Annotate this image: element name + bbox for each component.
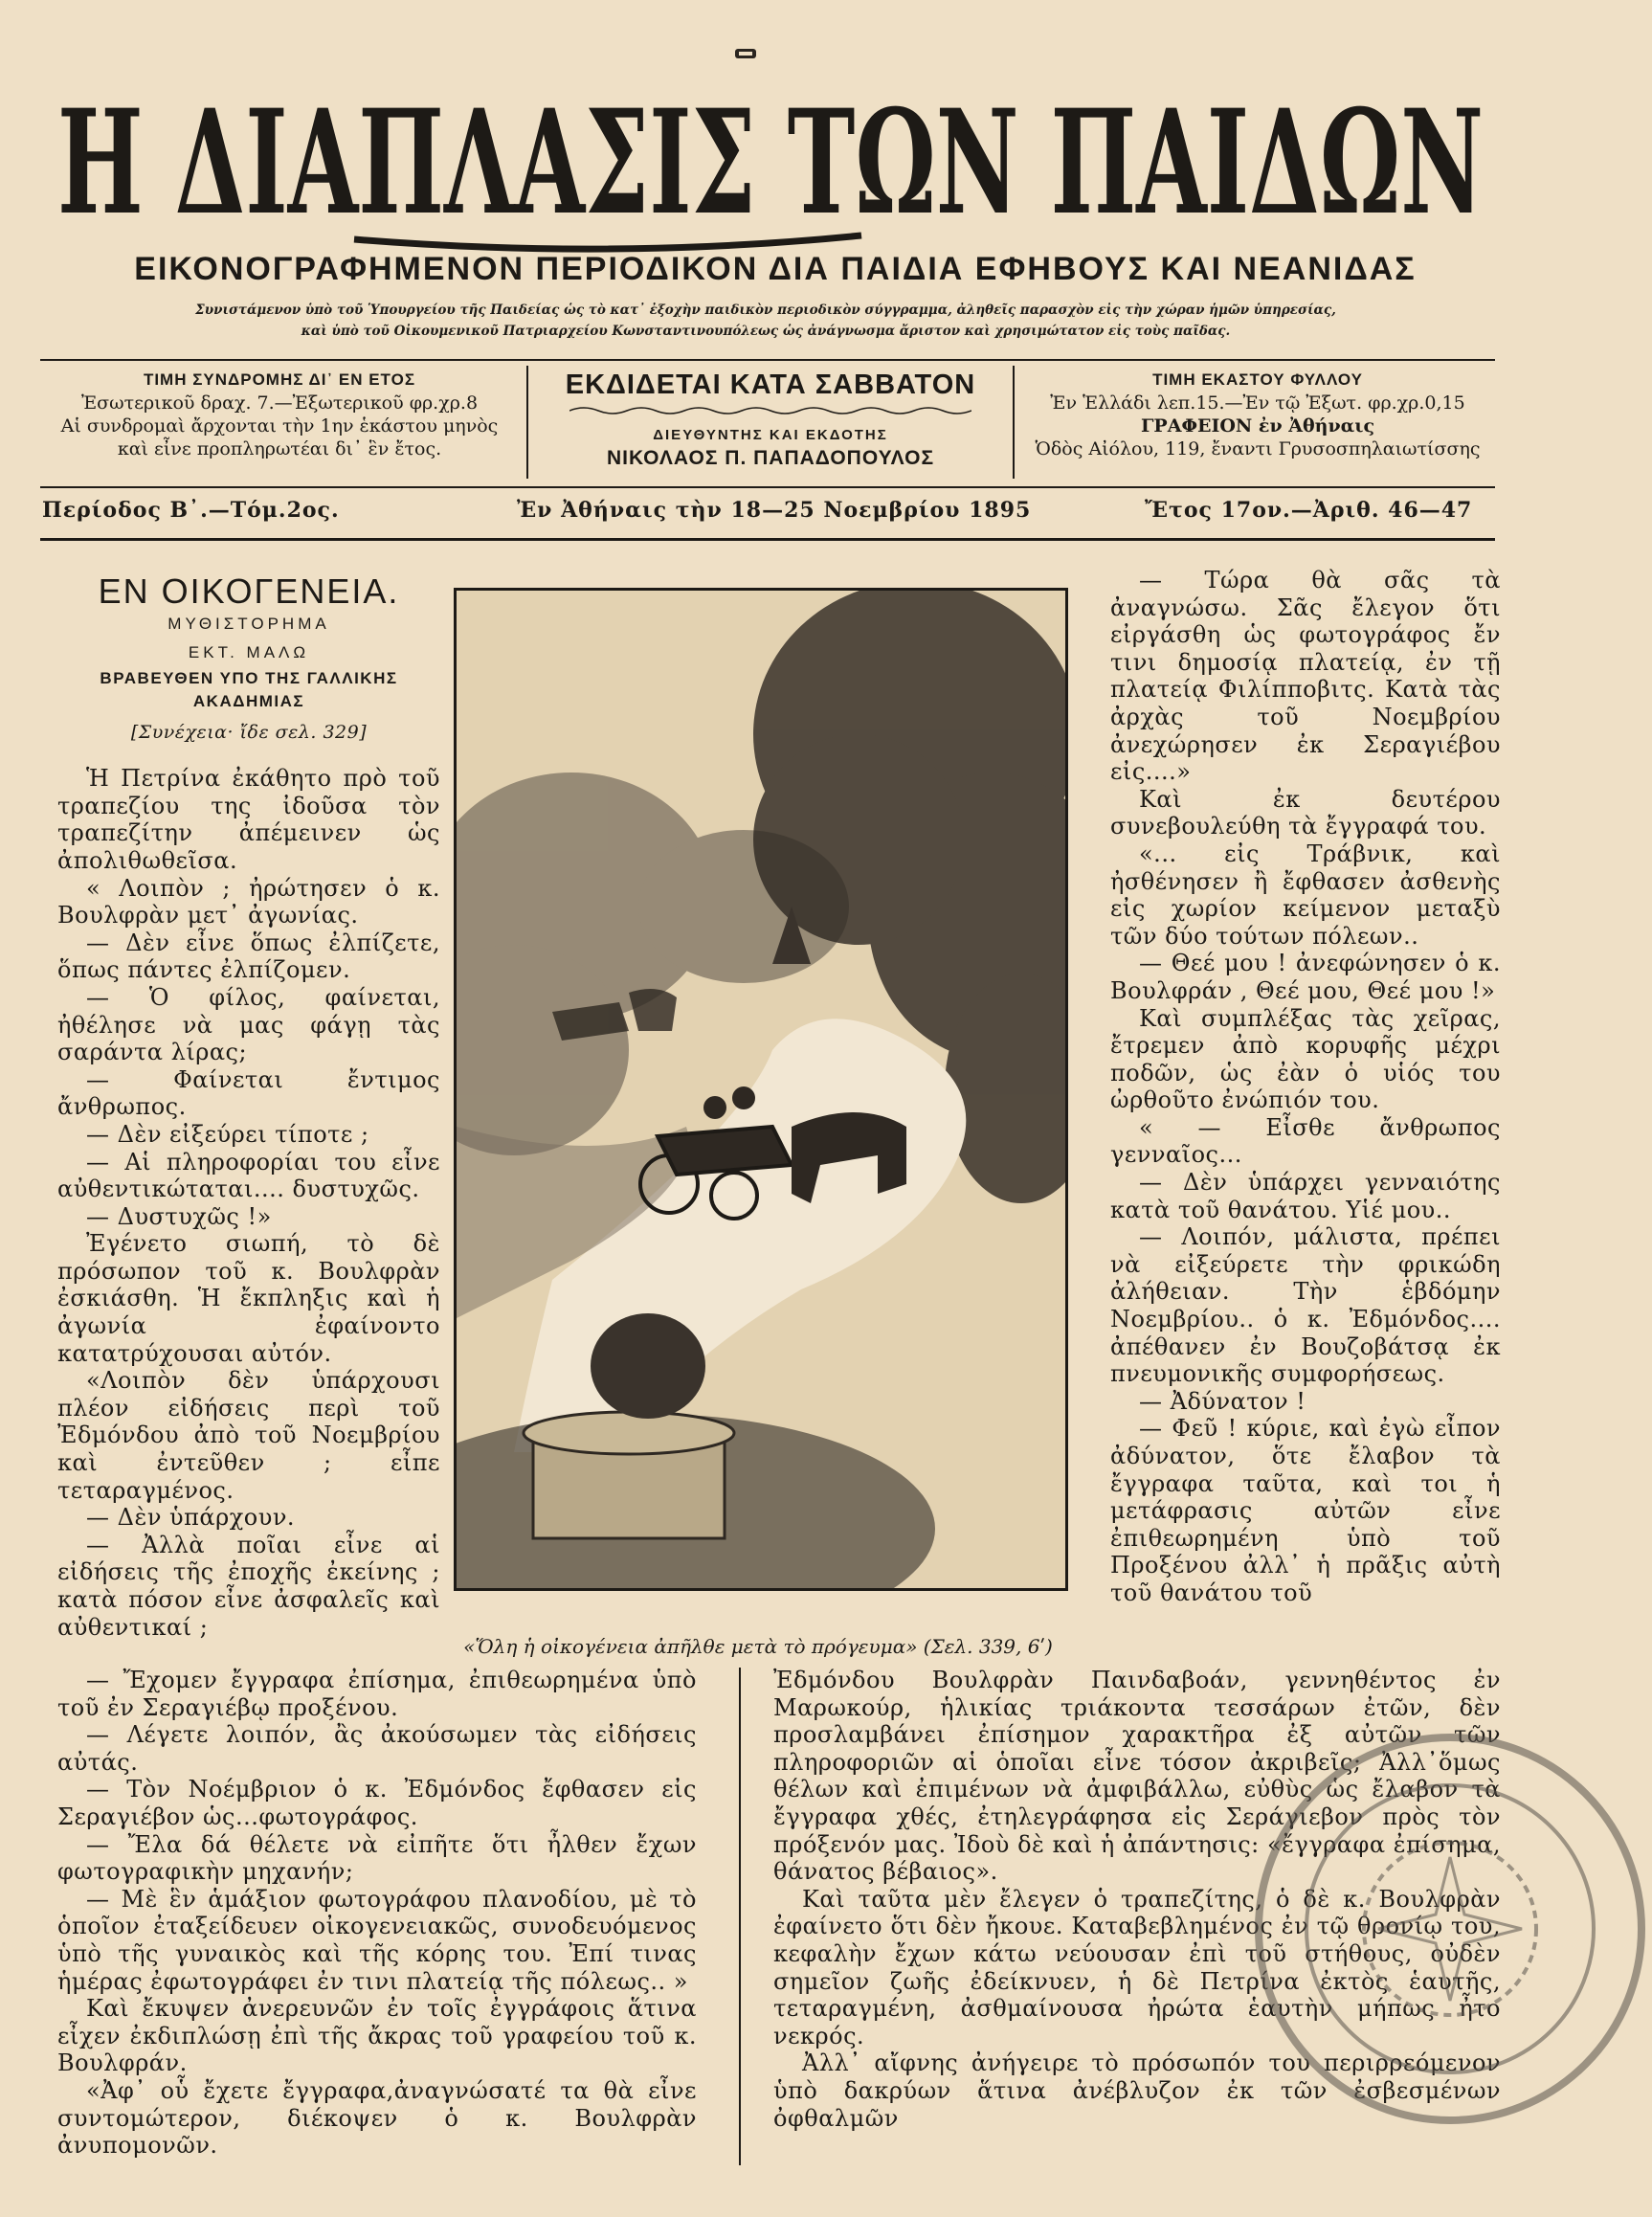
subscription-price: Ἐσωτερικοῦ δραχ. 7.—Ἐξωτερικοῦ φρ.χρ.8 bbox=[80, 392, 479, 414]
story-bottom-left bbox=[57, 1667, 697, 2160]
subscription-heading: ΤΙΜΗ ΣΥΝΔΡΟΜΗΣ ΔΙ᾿ ΕΝ ΕΤΟΣ bbox=[143, 370, 416, 389]
paragraph: — Ἀδύνατον ! bbox=[1139, 1387, 1306, 1415]
publication-schedule: ΕΚΔΙΔΕΤΑΙ ΚΑΤΑ ΣΑΒΒΑΤΟΝ bbox=[565, 370, 976, 400]
paragraph: — Δὲν ὑπάρχουν. bbox=[86, 1504, 296, 1532]
divider bbox=[40, 359, 1495, 361]
story-column-left bbox=[57, 571, 440, 1641]
divider bbox=[1013, 366, 1015, 479]
story-continuation: [Συνέχεια· ἴδε σελ. 329] bbox=[130, 721, 368, 743]
story-award: ΑΚΑΔΗΜΙΑΣ bbox=[192, 691, 305, 710]
paragraph: « Λοιπὸν ; ἠρώτησεν ὁ κ. Βουλφρὰν μετ᾿ ἀγωνίας. bbox=[57, 874, 440, 929]
paragraph: «Λοιπὸν δὲν ὑπάρχουσι πλέον εἰδήσεις περὶ τοῦ Ἐδμόνδου ἀπὸ τοῦ Νοεμβρίου καὶ ἐντεῦθεν ; εἶπε τεταραγμένος. bbox=[57, 1367, 440, 1504]
paragraph: — Ἔχομεν ἔγγραφα ἐπίσημα, ἐπιθεωρημένα ὑπὸ τοῦ ἐν Σεραγιέβῳ προξένου. bbox=[57, 1667, 697, 1721]
paragraph: «Ἀφ᾿ οὗ ἔχετε ἔγγραφα,ἀναγνώσατέ τα θὰ εἶνε συντομώτερον, διέκοψεν ὁ κ. Βουλφρὰν ἀνυπομονῶν. bbox=[57, 2076, 697, 2160]
paragraph: Καὶ ταῦτα μὲν ἔλεγεν ὁ τραπεζίτης, ὁ δὲ κ. Βουλφρὰν ἐφαίνετο ὅτι δὲν ἤκουε. Καταβεβλημένος ἐν τῷ θρονίῳ του, κεφαλὴν ἔχων κάτω νεύουσαν ἐπὶ τοῦ στήθους, οὐδὲν σημεῖον ζωῆς ἐδείκνυεν, ἡ δὲ Πετρίνα ἐκτὸς ἑαυτῆς, τεταραγμένη, ἀσθμαίνουσα ἠρώτα ἑαυτὴν μήπως ἦτο νεκρός. bbox=[773, 1885, 1501, 2049]
paragraph: — Τώρα θὰ σᾶς τὰ ἀναγνώσω. Σᾶς ἔλεγον ὅτι εἰργάσθη ὡς φωτογράφος ἔν τινι δημοσίᾳ πλατείᾳ, ἐν τῇ πλατείᾳ Φιλίπποβιτς. Κατὰ τὰς ἀρχὰς τοῦ Νοεμβρίου ἀνεχώρησεν ἐκ Σεραγιέβου εἰς....» bbox=[1110, 567, 1501, 786]
paragraph: Ἐγένετο σιωπή, τὸ δὲ πρόσωπον τοῦ κ. Βουλφρὰν ἐσκιάσθη. Ἡ ἔκπληξις καὶ ἡ ἀγωνία ἐφαίνοντο κατατρύχουσαι αὐτόν. bbox=[57, 1230, 440, 1367]
divider bbox=[526, 366, 528, 479]
story-title: ΕΝ ΟΙΚΟΓΕΝΕΙΑ. bbox=[98, 571, 400, 611]
paragraph: « — Εἶσθε ἄνθρωπος γενναῖος... bbox=[1110, 1113, 1501, 1169]
issue-number: Ἔτος 17ον.—Ἀριθ. 46—47 bbox=[1145, 498, 1473, 523]
paragraph: — Τὸν Νοέμβριον ὁ κ. Ἐδμόνδος ἔφθασεν εἰς Σεραγιέβον ὡς...φωτογράφος. bbox=[57, 1776, 697, 1830]
paragraph: «... εἰς Τράβνικ, καὶ ἠσθένησεν ἢ ἔφθασεν ἀσθενὴς εἰς χωρίον κείμενον μεταξὺ τῶν δύο τούτων πόλεων.. bbox=[1110, 840, 1501, 950]
masthead-title bbox=[38, 96, 1503, 268]
paragraph-list bbox=[1110, 567, 1501, 1607]
illustration bbox=[454, 588, 1068, 1591]
subscription-box bbox=[40, 369, 519, 474]
paragraph: — Φεῦ ! κύριε, καὶ ἐγὼ εἶπον ἀδύνατον, ὅτε ἔλαβον τὰ ἔγγραφα ταῦτα, καὶ τοι ἡ μετάφρασις αὐτῶν εἶνε ἐπιθεωρημένη ὑπὸ τοῦ Προξένου ἀλλ᾿ ἡ πρᾶξις αὐτὴ τοῦ θανάτου τοῦ bbox=[1110, 1415, 1501, 1606]
paragraph-list bbox=[57, 765, 440, 1641]
paragraph: Ἀλλ᾿ αἴφνης ἀνήγειρε τὸ πρόσωπόν του περιρρεόμενον ὑπὸ δακρύων ἅτινα ἀνέβλυζον ἐκ τῶν ἐσβεσμένων ὀφθαλμῶν bbox=[773, 2049, 1501, 2132]
ornament-icon bbox=[733, 46, 758, 61]
illustration-caption: «Ὅλη ἡ οἰκογένεια ἀπῆλθε μετὰ τὸ πρόγευμα» (Σελ. 339, 6ʹ) bbox=[463, 1635, 1053, 1658]
issue-period: Περίοδος Β᾿.—Τόμ.2ος. bbox=[42, 498, 340, 523]
price-value: Ἐν Ἑλλάδι λεπ.15.—Ἐν τῷ Ἐξωτ. φρ.χρ.0,15 bbox=[1050, 392, 1465, 414]
paragraph: — Δὲν εἰξεύρει τίποτε ; bbox=[86, 1120, 369, 1148]
divider bbox=[739, 1668, 741, 2165]
story-genre: ΜΥΘΙΣΤΟΡΗΜΑ bbox=[167, 614, 330, 633]
paragraph: Καὶ ἐκ δευτέρου συνεβουλεύθη τὰ ἔγγραφά του. bbox=[1110, 785, 1501, 840]
endorsement-line: Συνιστάμενον ὑπὸ τοῦ Ὑπουργείου τῆς Παιδείας ὡς τὸ κατ᾿ ἐξοχὴν παιδικὸν περιοδικὸν σύγγραμμα, ἀληθεῖς παρασχὸν εἰς τὴν χώραν ἡμῶν ὑπηρεσίας, bbox=[195, 302, 1336, 318]
paragraph: — Φαίνεται ἔντιμος ἄνθρωπος. bbox=[57, 1065, 440, 1121]
masthead-title-text: Η ΔΙΑΠΛΑΣΙΣ ΤΩΝ ΠΑΙΔΩΝ bbox=[57, 96, 1484, 247]
story-award: ΒΡΑΒΕΥΘΕΝ ΥΠΟ ΤΗΣ ΓΑΛΛΙΚΗΣ bbox=[100, 668, 398, 687]
endorsement-line: καὶ ὑπὸ τοῦ Οἰκουμενικοῦ Πατριαρχείου Κωνσταντινουπόλεως ὡς ἀνάγνωσμα ἄριστον καὶ χρησιμώτατον εἰς τοὺς παῖδας. bbox=[301, 324, 1231, 339]
paragraph: — Λέγετε λοιπόν, ἂς ἀκούσωμεν τὰς εἰδήσεις αὐτάς. bbox=[57, 1721, 697, 1776]
library-stamp-icon bbox=[1244, 1723, 1652, 2135]
price-heading: ΤΙΜΗ ΕΚΑΣΤΟΥ ΦΥΛΛΟΥ bbox=[1152, 370, 1363, 389]
paragraph: — Ἀλλὰ ποῖαι εἶνε αἱ εἰδήσεις τῆς ἐποχῆς ἐκείνης ; κατὰ πόσον εἶνε ἀσφαλεῖς καὶ αὐθεντικαί ; bbox=[57, 1531, 440, 1641]
subscription-note: Αἱ συνδρομαὶ ἄρχονται τὴν 1ην ἑκάστου μηνὸς bbox=[60, 415, 499, 437]
paragraph: — Μὲ ἓν ἁμάξιον φωτογράφου πλανοδίου, μὲ τὸ ὁποῖον ἐταξείδευεν οἰκογενειακῶς, συνοδευόμενος ὑπὸ τῆς γυναικὸς καὶ τῆς κόρης του. Ἐπί τινας ἡμέρας ἐφωτογράφει ἐν τινι πλατείᾳ τῆς πόλεως.. » bbox=[57, 1885, 697, 1995]
office-address: Ὁδὸς Αἰόλου, 119, ἔναντι Γρυσοσπηλαιωτίσσης bbox=[1035, 438, 1481, 459]
paragraph: — Θεέ μου ! ἀνεφώνησεν ὁ κ. Βουλφράν , Θεέ μου, Θεέ μου !» bbox=[1110, 950, 1501, 1004]
ornament-icon bbox=[569, 405, 971, 416]
masthead-subtitle: ΕΙΚΟΝΟΓΡΑΦΗΜΕΝΟΝ ΠΕΡΙΟΔΙΚΟΝ ΔΙΑ ΠΑΙΔΙΑ ΕΦΗΒΟΥΣ ΚΑΙ ΝΕΑΝΙΔΑΣ bbox=[134, 251, 1417, 287]
issue-date: Ἐν Ἀθήναις τὴν 18—25 Νοεμβρίου 1895 bbox=[517, 498, 1032, 523]
paragraph: Καὶ συμπλέξας τὰς χεῖρας, ἔτρεμεν ἀπὸ κορυφῆς μέχρι ποδῶν, ὡς ἐὰν ὁ υἱός του ὠρθοῦτο ἐνώπιόν του. bbox=[1110, 1004, 1501, 1114]
story-author: ΕΚΤ. ΜΑΛΩ bbox=[188, 642, 310, 661]
paragraph: — Λοιπόν, μάλιστα, πρέπει νὰ εἰξεύρετε τὴν φρικώδη ἀλήθειαν. Τὴν ἑβδόμην Νοεμβρίου.. ὁ κ. Ἐδμόνδος.... ἀπέθανεν ἐν Βουζοβάτσᾳ ἐκ πνευμονικῆς συμφορήσεως. bbox=[1110, 1223, 1501, 1388]
paragraph: Ἡ Πετρίνα ἐκάθητο πρὸ τοῦ τραπεζίου της ἰδοῦσα τὸν τραπεζίτην ἀπέμεινεν ὡς ἀπολιθωθεῖσα. bbox=[57, 765, 440, 874]
paragraph-list bbox=[57, 1667, 697, 2160]
publisher-box bbox=[536, 369, 1005, 474]
story-column-right bbox=[1110, 567, 1501, 1607]
paragraph: — Ἔλα δά θέλετε νὰ εἰπῆτε ὅτι ἦλθεν ἔχων φωτογραφικὴν μηχανήν; bbox=[57, 1830, 697, 1886]
paragraph: — Ὁ φίλος, φαίνεται, ἠθέλησε νὰ μας φάγῃ τὰς σαράντα λίρας; bbox=[57, 983, 440, 1066]
paragraph: — Δὲν ὑπάρχει γενναιότης κατὰ τοῦ θανάτου. Υἱέ μου.. bbox=[1110, 1169, 1501, 1223]
paragraph: — Δυστυχῶς !» bbox=[86, 1202, 272, 1230]
divider bbox=[40, 538, 1495, 541]
office-label: ΓΡΑΦΕΙΟΝ ἐν Ἀθήναις bbox=[1140, 415, 1375, 437]
divider bbox=[40, 486, 1495, 488]
paragraph: — Δὲν εἶνε ὅπως ἐλπίζετε, ὅπως πάντες ἐλπίζομεν. bbox=[57, 929, 440, 984]
paragraph: Καὶ ἔκυψεν ἀνερευνῶν ἐν τοῖς ἐγγράφοις ἅτινα εἶχεν ἐκδιπλώσῃ ἐπὶ τῆς ἄκρας τοῦ γραφείου τοῦ κ. Βουλφράν. bbox=[57, 1995, 697, 2077]
editor-name: ΝΙΚΟΛΑΟΣ Π. ΠΑΠΑΔΟΠΟΥΛΟΣ bbox=[606, 447, 935, 469]
editor-label: ΔΙΕΥΘΥΝΤΗΣ ΚΑΙ ΕΚΔΟΤΗΣ bbox=[653, 427, 888, 443]
subscription-note: καὶ εἶνε προπληρωτέαι δι᾿ ἓν ἔτος. bbox=[117, 438, 442, 459]
paragraph: Ἐδμόνδου Βουλφρὰν Παινδαβοάν, γεννηθέντος ἐν Μαρωκούρ, ἡλικίας τριάκοντα τεσσάρων ἐτῶν, δὲν προσλαμβάνει ἐπίσημον χαρακτῆρα ἐξ αὐτῶν τῶν πληροφοριῶν αἱ ὁποῖαι εἶνε τόσον ἀκριβεῖς; Ἀλλ᾿ὅμως θέλων καὶ ἐπιμένων νὰ ἀμφιβάλλω, εὐθὺς ὡς ἔλαβον τὰ ἔγγραφα χθές, ἐτηλεγράφησα εἰς Σεράγιεβον πρὸς τὸν πρόξενόν μας. Ἰδοὺ δὲ καὶ ἡ ἀπάντησις: «ἔγγραφα ἐπίσημα, θάνατος βέβαιος». bbox=[773, 1667, 1501, 1886]
paragraph: — Αἱ πληροφορίαι του εἶνε αὐθεντικώταται.... δυστυχῶς. bbox=[57, 1148, 440, 1203]
price-box bbox=[1020, 369, 1495, 474]
